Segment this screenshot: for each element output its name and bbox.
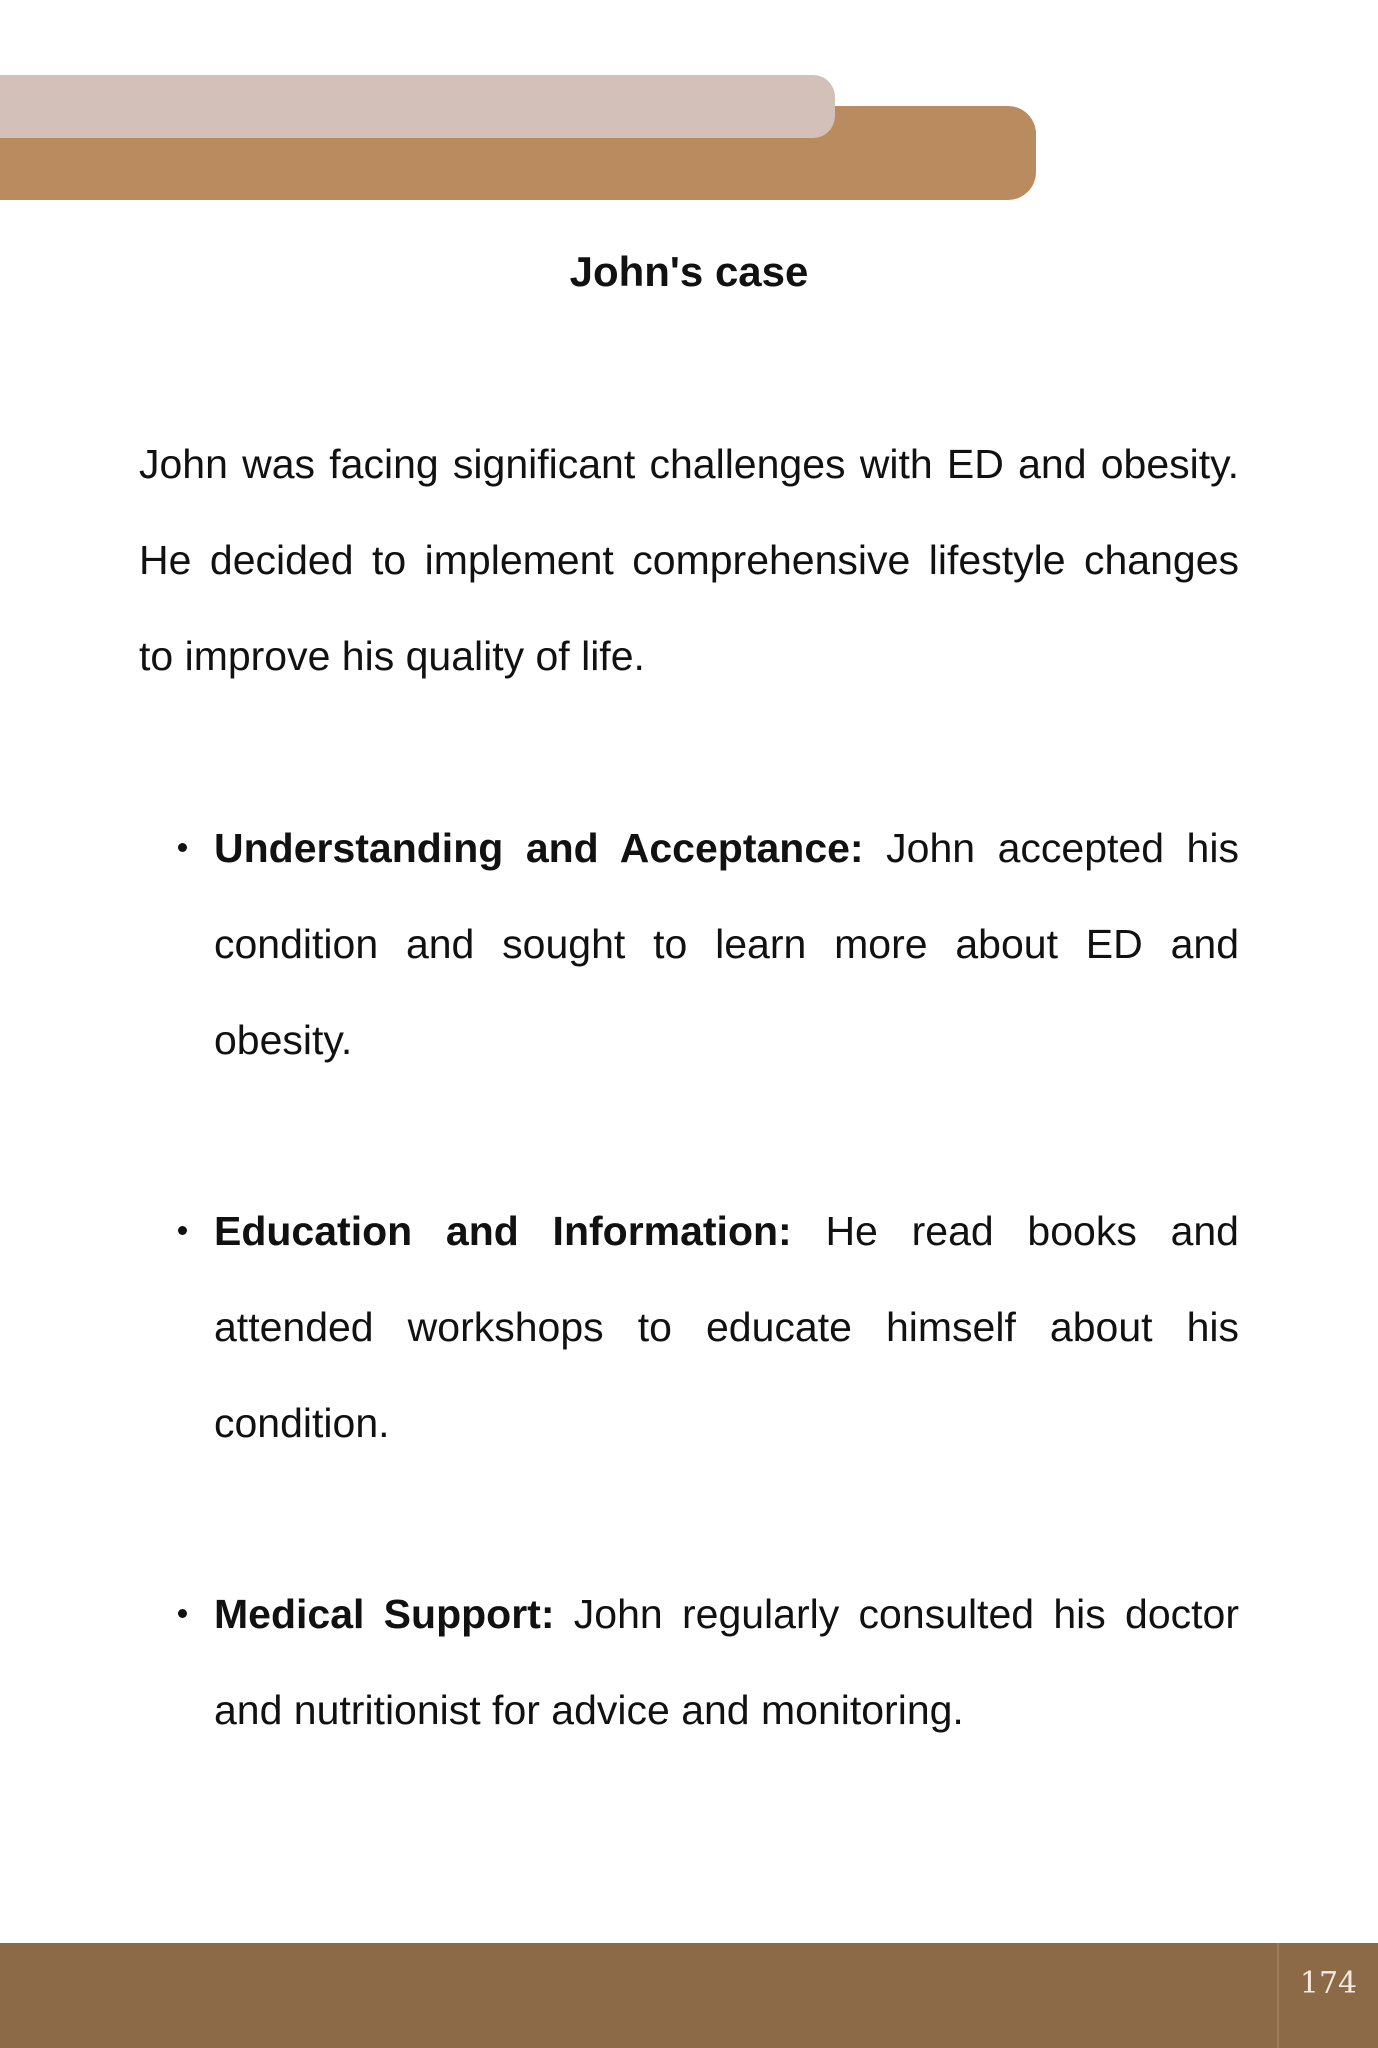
bullet-term: Understanding and Acceptance: xyxy=(214,825,864,871)
bullet-point-icon xyxy=(178,843,187,852)
bullet-text: John accepted his condition and sought to learn more about ED and obesity. xyxy=(214,825,1239,1063)
bullet-point-icon xyxy=(178,1609,187,1618)
intro-paragraph: John was facing significant challenges with ED and obesity. He decided to implement comprehensive lifestyle changes to improve his quality of life. xyxy=(139,441,1239,679)
bullet-item-understanding xyxy=(214,800,1239,1088)
bullet-item-education xyxy=(214,1183,1239,1471)
footer-bar xyxy=(0,1943,1378,2048)
header-banner-light xyxy=(0,75,835,138)
bullet-point-icon xyxy=(178,1226,187,1235)
bullet-text: John regularly consulted his doctor and nutritionist for advice and monitoring. xyxy=(214,1591,1239,1733)
page-number: 174 xyxy=(1299,1966,1358,2001)
bullet-term: Education and Information: xyxy=(214,1208,792,1254)
bullet-text: He read books and attended workshops to educate himself about his condition. xyxy=(214,1208,1239,1446)
bullet-term: Medical Support: xyxy=(214,1591,555,1637)
bullet-item-medical-support xyxy=(214,1566,1239,1758)
page-title: John's case xyxy=(569,248,809,295)
